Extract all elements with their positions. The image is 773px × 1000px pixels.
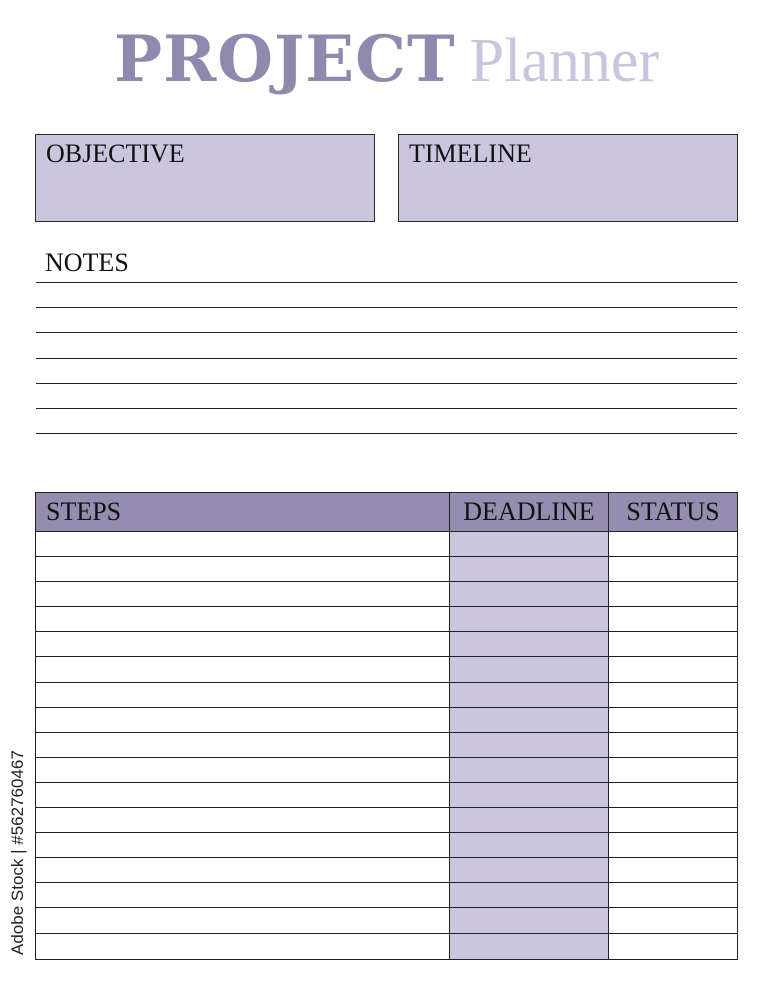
cell-status[interactable] xyxy=(609,632,737,656)
table-row xyxy=(36,883,737,908)
cell-status[interactable] xyxy=(609,607,737,631)
cell-deadline[interactable] xyxy=(450,733,609,757)
cell-deadline[interactable] xyxy=(450,934,609,959)
table-row xyxy=(36,783,737,808)
cell-status[interactable] xyxy=(609,883,737,907)
cell-status[interactable] xyxy=(609,582,737,606)
cell-deadline[interactable] xyxy=(450,582,609,606)
table-row xyxy=(36,808,737,833)
cell-steps[interactable] xyxy=(36,582,450,606)
cell-steps[interactable] xyxy=(36,758,450,782)
cell-deadline[interactable] xyxy=(450,607,609,631)
steps-table xyxy=(35,492,738,960)
cell-status[interactable] xyxy=(609,833,737,857)
cell-steps[interactable] xyxy=(36,908,450,932)
stock-id-label: Adobe Stock | #562760467 xyxy=(8,750,27,955)
cell-deadline[interactable] xyxy=(450,783,609,807)
cell-status[interactable] xyxy=(609,532,737,556)
notes-line[interactable] xyxy=(36,282,737,283)
notes-line[interactable] xyxy=(36,332,737,333)
cell-status[interactable] xyxy=(609,683,737,707)
cell-status[interactable] xyxy=(609,557,737,581)
table-row xyxy=(36,758,737,783)
cell-deadline[interactable] xyxy=(450,858,609,882)
title-planner: Planner xyxy=(469,27,660,95)
table-row xyxy=(36,833,737,858)
cell-deadline[interactable] xyxy=(450,883,609,907)
column-header-status: STATUS xyxy=(626,497,720,526)
cell-deadline[interactable] xyxy=(450,758,609,782)
table-row xyxy=(36,858,737,883)
cell-steps[interactable] xyxy=(36,733,450,757)
objective-box[interactable] xyxy=(35,134,375,222)
cell-status[interactable] xyxy=(609,758,737,782)
table-header xyxy=(36,493,737,532)
notes-line[interactable] xyxy=(36,383,737,384)
notes-line[interactable] xyxy=(36,408,737,409)
cell-deadline[interactable] xyxy=(450,683,609,707)
cell-deadline[interactable] xyxy=(450,808,609,832)
table-row xyxy=(36,657,737,682)
cell-steps[interactable] xyxy=(36,607,450,631)
table-row xyxy=(36,708,737,733)
cell-deadline[interactable] xyxy=(450,657,609,681)
cell-steps[interactable] xyxy=(36,683,450,707)
notes-line[interactable] xyxy=(36,358,737,359)
cell-steps[interactable] xyxy=(36,858,450,882)
objective-label: OBJECTIVE xyxy=(46,139,185,168)
table-row xyxy=(36,632,737,657)
cell-status[interactable] xyxy=(609,733,737,757)
notes-line[interactable] xyxy=(36,307,737,308)
table-row xyxy=(36,934,737,959)
cell-deadline[interactable] xyxy=(450,557,609,581)
cell-deadline[interactable] xyxy=(450,908,609,932)
timeline-box[interactable] xyxy=(398,134,738,222)
page-title xyxy=(0,22,773,97)
cell-status[interactable] xyxy=(609,908,737,932)
cell-steps[interactable] xyxy=(36,708,450,732)
cell-steps[interactable] xyxy=(36,934,450,959)
cell-steps[interactable] xyxy=(36,632,450,656)
cell-status[interactable] xyxy=(609,808,737,832)
table-row xyxy=(36,557,737,582)
cell-deadline[interactable] xyxy=(450,833,609,857)
cell-deadline[interactable] xyxy=(450,532,609,556)
cell-status[interactable] xyxy=(609,934,737,959)
cell-deadline[interactable] xyxy=(450,632,609,656)
table-row xyxy=(36,582,737,607)
column-header-deadline: DEADLINE xyxy=(450,493,609,531)
cell-steps[interactable] xyxy=(36,808,450,832)
table-row xyxy=(36,733,737,758)
cell-deadline[interactable] xyxy=(450,708,609,732)
cell-steps[interactable] xyxy=(36,557,450,581)
cell-steps[interactable] xyxy=(36,883,450,907)
table-body xyxy=(36,532,737,959)
table-row xyxy=(36,908,737,933)
column-header-steps: STEPS xyxy=(36,493,450,531)
cell-steps[interactable] xyxy=(36,783,450,807)
cell-status[interactable] xyxy=(609,783,737,807)
notes-label: NOTES xyxy=(45,248,129,277)
cell-steps[interactable] xyxy=(36,833,450,857)
cell-steps[interactable] xyxy=(36,532,450,556)
table-row xyxy=(36,532,737,557)
cell-status[interactable] xyxy=(609,858,737,882)
table-row xyxy=(36,607,737,632)
table-row xyxy=(36,683,737,708)
timeline-label: TIMELINE xyxy=(409,139,532,168)
cell-status[interactable] xyxy=(609,657,737,681)
notes-line[interactable] xyxy=(36,433,737,434)
title-project: PROJECT xyxy=(113,22,456,97)
cell-steps[interactable] xyxy=(36,657,450,681)
cell-status[interactable] xyxy=(609,708,737,732)
